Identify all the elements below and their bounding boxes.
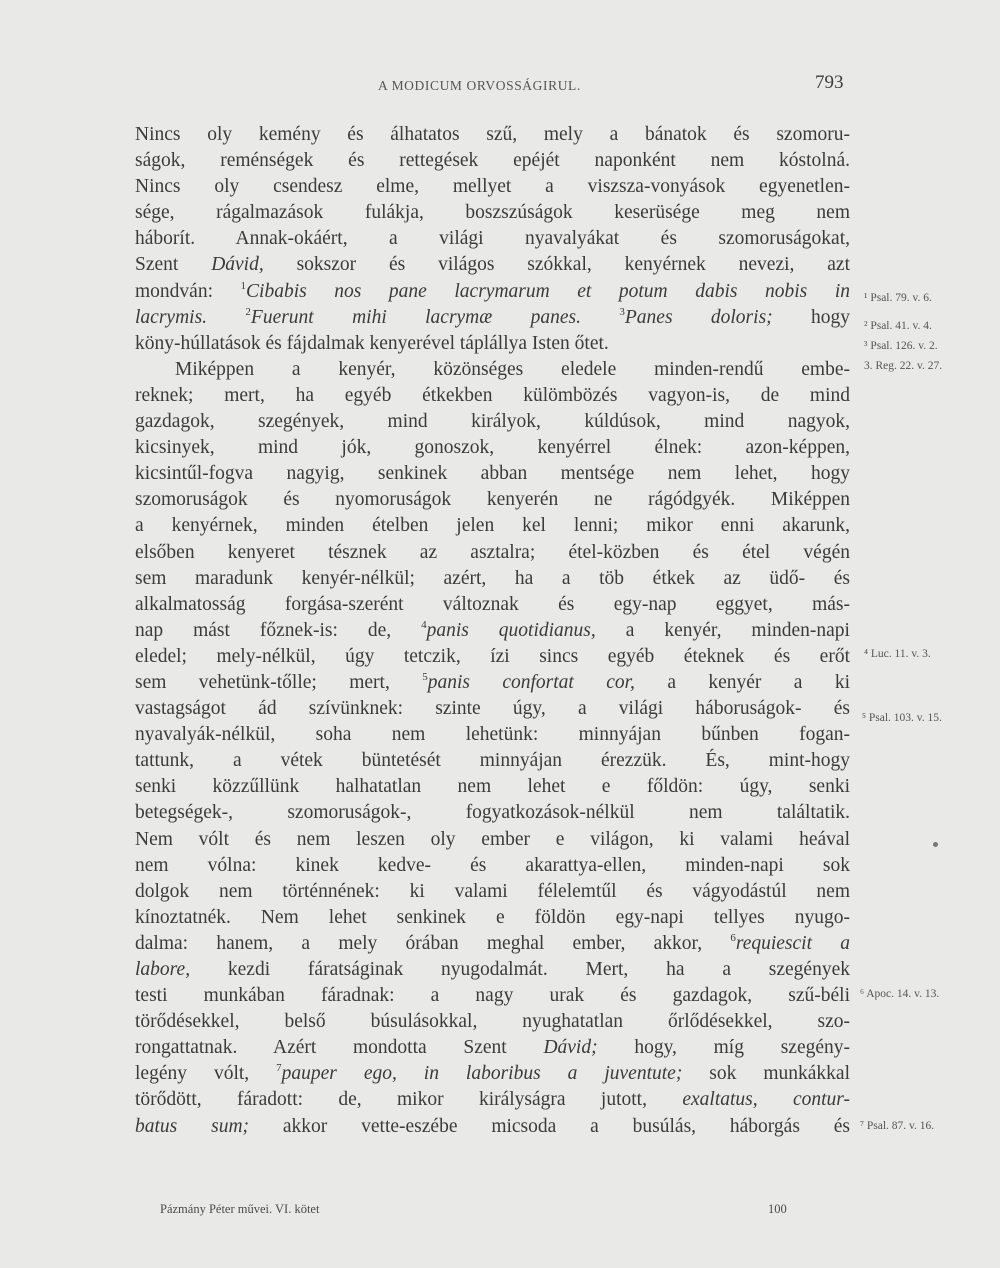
text-run: sokszor és világos szókkal, kenyérnek nevezi, azt [263, 254, 850, 276]
text-run: Miképpen a kenyér, közönséges eledele minden-rendű embe- [175, 358, 850, 380]
margin-note: 3. Reg. 22. v. 27. [864, 360, 943, 372]
text-run: eledel; mely-nélkül, úgy tetczik, ízi sincs egyéb éteknek és erőt [135, 645, 850, 667]
text-run: legény vólt, [135, 1063, 277, 1085]
page-footer [0, 1198, 1000, 1222]
text-run: tattunk, a vétek büntetését minnyájan érezzük. És, mint-hogy [135, 750, 850, 772]
text-run: kezdi fáratságinak nyugodalmát. Mert, ha a szegények [190, 959, 850, 980]
text-run: rongattatnak. Azért mondotta Szent [135, 1037, 544, 1059]
text-run: betegségek-, szomoruságok-, fogyatkozások-nélkül nem találtatik. [135, 802, 850, 824]
text-run: sem maradunk kenyér-nélkül; azért, ha a töb étkek az üdő- és [135, 567, 850, 589]
text-run: nap mást főznek-is: de, [135, 619, 422, 641]
text-run: kicsintűl-fogva nagyig, senkinek abban mentsége nem lehet, hogy [135, 463, 850, 485]
margin-note: ⁴ Luc. 11. v. 3. [864, 648, 931, 660]
text-run: nyavalyák-nélkül, soha nem lehetünk: minnyájan bűnben fogan- [135, 724, 850, 746]
footnote-marker: 6 [730, 931, 736, 944]
margin-note: ⁵ Psal. 103. v. 15. [862, 712, 942, 724]
text-run: elsőben kenyeret tésznek az asztalra; étel-közben és étel végén [135, 541, 850, 563]
text-run: törődésekkel, belső búsulásokkal, nyughatatlan őrlődésekkel, szo- [135, 1011, 850, 1033]
text-run: testi munkában fáradnak: a nagy urak és gazdagok, szű-béli [135, 985, 850, 1007]
latin-quote: batus sum; [135, 1115, 250, 1137]
latin-quote: panis confortat cor, [427, 671, 635, 693]
footnote-marker: 7 [276, 1062, 282, 1075]
text-run: köny-húllatások és fájdalmak kenyerével táplállya Isten őtet. [135, 332, 609, 354]
text-run: a kenyér a ki [634, 671, 850, 693]
margin-note: ³ Psal. 126. v. 2. [864, 340, 938, 352]
text-run: kínoztatnék. Nem lehet senkinek e földön egy-napi tellyes nyugo- [135, 906, 850, 928]
text-run: reknek; mert, ha egyéb étkekben külömbözés vagyon-is, de mind [135, 384, 850, 406]
latin-quote: lacrymis. [135, 306, 246, 328]
footnote-marker: 1 [240, 279, 247, 292]
text-run: vastagságot ád szívünknek: szinte úgy, a világi háboruságok- és [135, 698, 850, 720]
text-run: hogy, míg szegény- [597, 1037, 850, 1059]
text-run: gazdagok, szegények, mind királyok, kúldúsok, mind nagyok, [135, 411, 850, 433]
page-number: 793 [815, 72, 844, 93]
latin-quote: exaltatus, contur- [682, 1089, 850, 1111]
margin-note: ⁷ Psal. 87. v. 16. [860, 1120, 935, 1132]
latin-quote: Cibabis nos pane lacrymarum et potum dabis nobis in [246, 280, 850, 302]
text-run: a kenyérnek, minden ételben jelen kel lenni; mikor enni akarunk, [135, 515, 850, 537]
text-run: Szent [135, 254, 212, 276]
text-run: sége, rágalmazások fulákja, boszszúságok keserüsége meg nem [135, 202, 850, 224]
latin-quote: pauper ego, in laboribus a juventute; [281, 1063, 683, 1085]
footnote-marker: 2 [245, 305, 251, 318]
latin-quote: panis quotidianus, [426, 619, 596, 641]
latin-quote: Fuerunt mihi lacrymæ panes. [250, 306, 620, 328]
text-run: Nincs oly csendesz elme, mellyet a viszsza-vonyások egyenetlen- [135, 176, 850, 198]
latin-quote: Panes doloris; [624, 306, 773, 328]
text-run: szomoruságok és nyomoruságok kenyerén ne rágódgyék. Miképpen [135, 489, 850, 511]
margin-note: ² Psal. 41. v. 4. [864, 320, 932, 332]
footnote-marker: 3 [619, 305, 625, 318]
latin-quote: labore, [135, 959, 191, 980]
text-run: mondván: [135, 280, 241, 302]
latin-quote: requiescit a [735, 932, 850, 954]
text-run: Nem vólt és nem leszen oly ember e világon, ki valami heával [135, 828, 850, 850]
latin-quote: Dávid, [211, 254, 264, 276]
text-run: háborít. Annak-okáért, a világi nyavalyákat és szomoruságokat, [135, 228, 850, 250]
stray-ink-mark [933, 842, 938, 847]
footnote-marker: 5 [422, 670, 428, 683]
text-run: ságok, reménségek és rettegések epéjét naponként nem kóstolná. [135, 150, 850, 172]
imprint-line: Pázmány Péter művei. VI. kötet [160, 1202, 320, 1216]
text-run: hogy [772, 306, 851, 328]
margin-note: ¹ Psal. 79. v. 6. [864, 292, 932, 304]
text-run: dalma: hanem, a mely órában meghal ember, akkor, [135, 932, 731, 954]
footnote-marker: 4 [421, 618, 427, 631]
text-run: akkor vette-eszébe micsoda a busúlás, háborgás és [249, 1115, 851, 1137]
latin-quote: Dávid; [543, 1037, 598, 1059]
text-run: sok munkákkal [682, 1063, 850, 1085]
sheet-number: 100 [768, 1202, 787, 1216]
text-run: nem vólna: kinek kedve- és akarattya-ellen, minden-napi sok [135, 854, 850, 876]
text-run: törődött, fáradott: de, mikor királyságra jutott, [135, 1089, 683, 1111]
text-run: kicsinyek, mind jók, gonoszok, kenyérrel élnek: azon-képpen, [135, 437, 850, 459]
margin-note: ⁶ Apoc. 14. v. 13. [860, 988, 940, 1000]
running-title: A MODICUM ORVOSSÁGIRUL. [378, 78, 581, 93]
text-run: sem vehetünk-tőlle; mert, [135, 671, 423, 693]
text-run: senki közzűllünk halhatatlan nem lehet e főldön: úgy, senki [135, 776, 850, 798]
text-run: a kenyér, minden-napi [595, 619, 850, 641]
text-run: alkalmatosság forgása-szerént változnak és egy-nap eggyet, más- [135, 593, 850, 615]
text-run: dolgok nem történnének: ki valami félelemtűl és vágyodástúl nem [135, 880, 850, 902]
text-run: Nincs oly kemény és álhatatos szű, mely a bánatok és szomoru- [135, 124, 850, 145]
